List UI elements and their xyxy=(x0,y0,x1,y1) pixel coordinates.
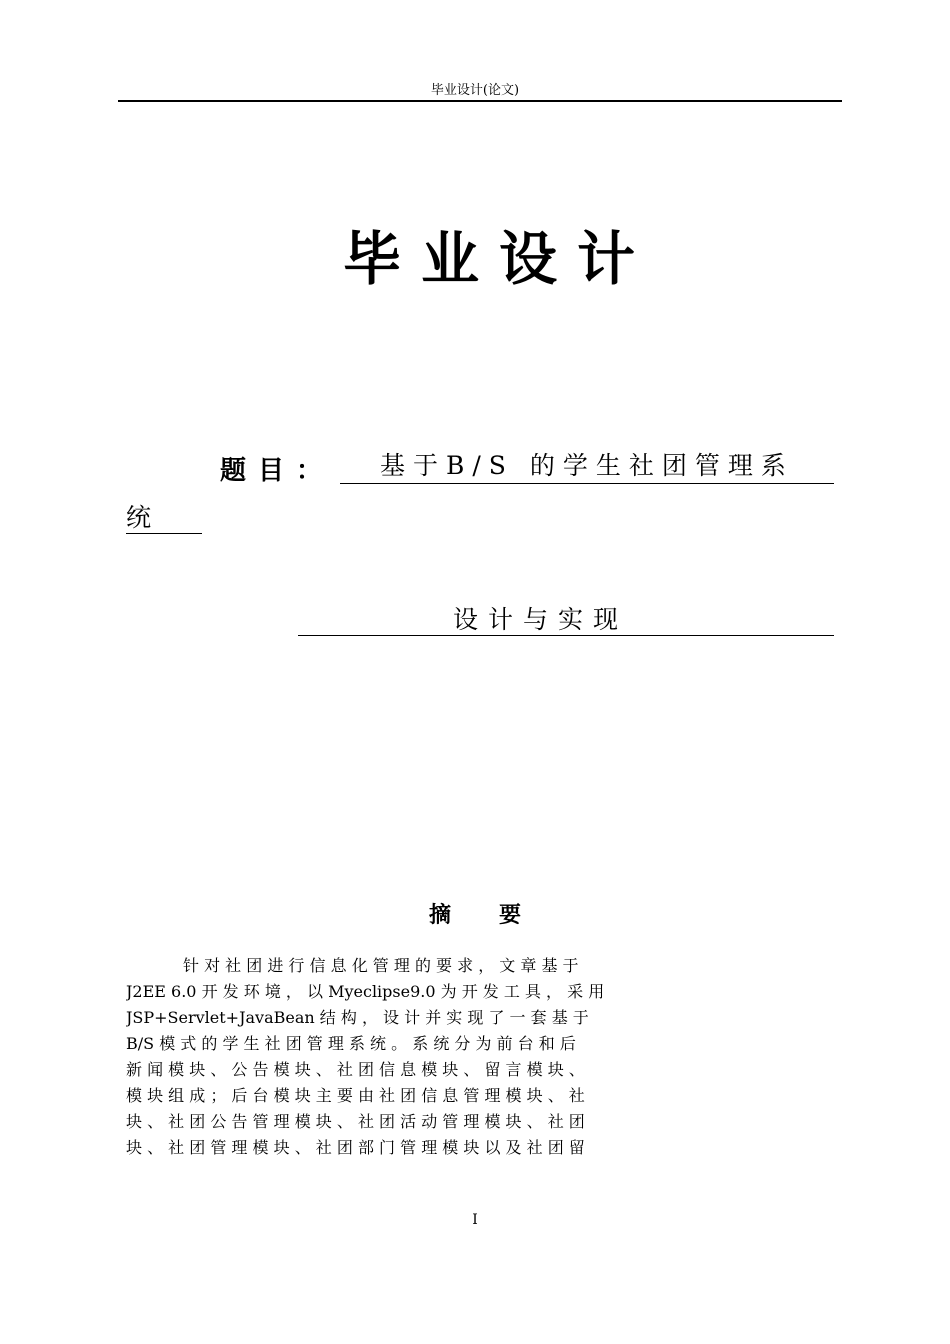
page-number: I xyxy=(472,1212,478,1228)
abstract-line: JSP+Servlet+JavaBean 结 构 ， 设 计 并 实 现 了 一 套 基 于 xyxy=(126,1008,589,1027)
abstract-line: 块 、 社 团 管 理 模 块 、 社 团 部 门 管 理 模 块 以 及 社 团 留 xyxy=(126,1138,585,1157)
document-title: 毕业设计 xyxy=(342,225,655,293)
abstract-line: J2EE 6.0 开 发 环 境 ， 以 Myeclipse9.0 为 开 发 工 具 ， 采 用 xyxy=(126,982,605,1001)
abstract-line: B/S 模 式 的 学 生 社 团 管 理 系 统 。 系 统 分 为 前 台 和 后 xyxy=(126,1034,576,1053)
topic-label: 题目： xyxy=(220,456,335,486)
abstract-heading: 摘要 xyxy=(428,903,569,928)
abstract-line: 针 对 社 团 进 行 信 息 化 管 理 的 要 求 ， 文 章 基 于 xyxy=(183,956,579,975)
running-header: 毕业设计(论文) xyxy=(430,83,520,98)
topic-title-line-1: 基于B/S 的学生社团管理系 xyxy=(340,452,834,484)
topic-subtitle: 设计与实现 xyxy=(298,604,834,636)
abstract-line: 块 、 社 团 公 告 管 理 模 块 、 社 团 活 动 管 理 模 块 、 社 团 xyxy=(126,1112,585,1131)
topic-title-line-2: 统 xyxy=(126,503,202,534)
abstract-line: 新 闻 模 块 、 公 告 模 块 、 社 团 信 息 模 块 、 留 言 模 块 、 xyxy=(126,1060,585,1079)
header-rule xyxy=(118,100,842,102)
abstract-line: 模 块 组 成 ； 后 台 模 块 主 要 由 社 团 信 息 管 理 模 块 、 社 xyxy=(126,1086,585,1105)
